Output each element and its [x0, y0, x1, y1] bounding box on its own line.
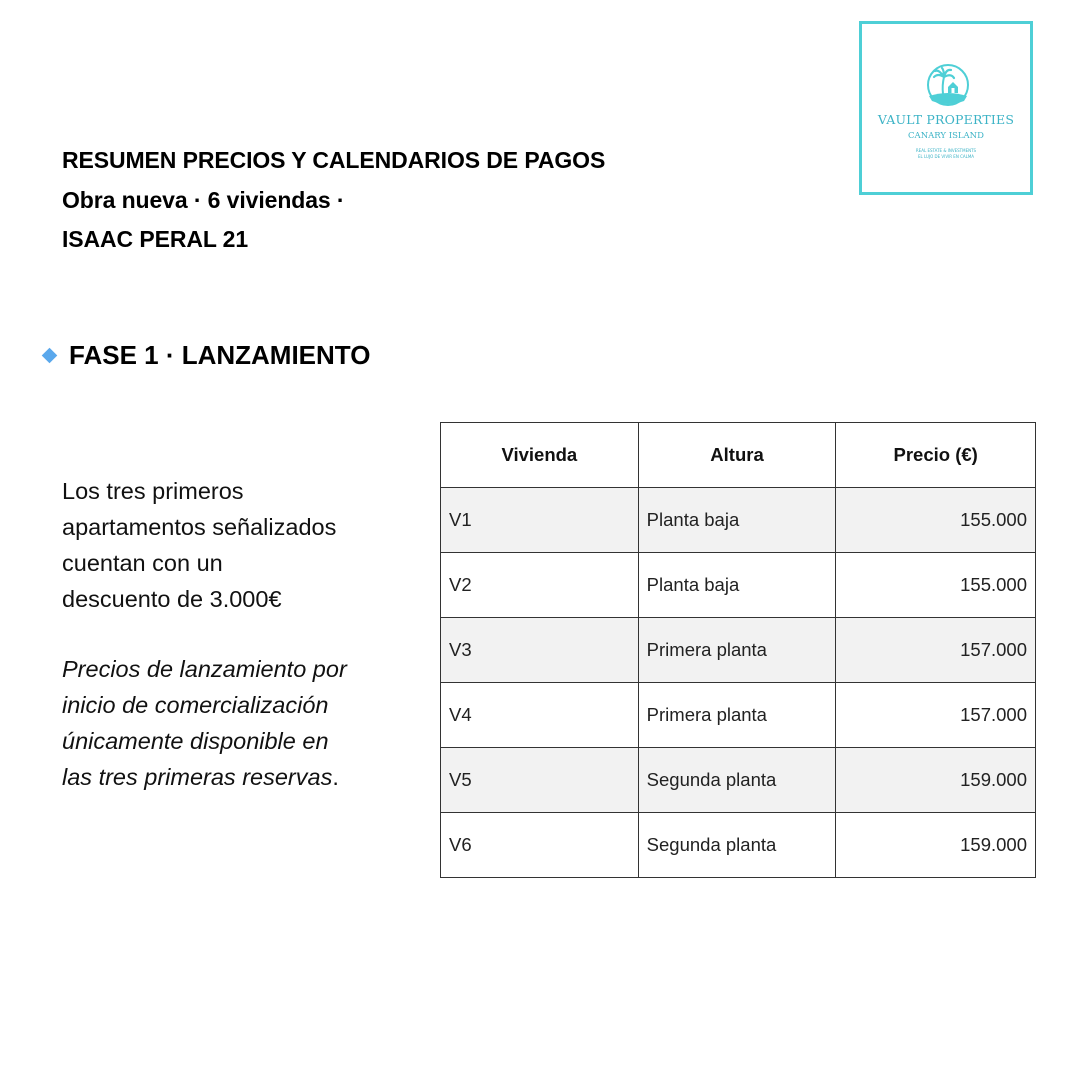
- description-line: descuento de 3.000€: [62, 586, 282, 612]
- cell-vivienda: V6: [441, 813, 639, 878]
- phase-heading: [40, 340, 370, 371]
- cell-vivienda: V2: [441, 553, 639, 618]
- table-row: [441, 813, 1036, 878]
- cell-precio: 157.000: [836, 683, 1036, 748]
- cell-precio: 159.000: [836, 748, 1036, 813]
- cell-altura: Segunda planta: [638, 748, 836, 813]
- table-row: [441, 683, 1036, 748]
- discount-description: [62, 473, 402, 617]
- logo-subtitle: CANARY ISLAND: [908, 131, 984, 141]
- note-line: inicio de comercialización: [62, 692, 329, 718]
- cell-vivienda: V4: [441, 683, 639, 748]
- cell-altura: Primera planta: [638, 618, 836, 683]
- table-row: [441, 553, 1036, 618]
- title-line: RESUMEN PRECIOS Y CALENDARIOS DE PAGOS: [62, 147, 606, 173]
- address-line: ISAAC PERAL 21: [62, 226, 249, 252]
- table-row: [441, 488, 1036, 553]
- cell-altura: Primera planta: [638, 683, 836, 748]
- cell-altura: Planta baja: [638, 553, 836, 618]
- cell-precio: 157.000: [836, 618, 1036, 683]
- note-text: las tres primeras reservas: [62, 764, 333, 790]
- header-vivienda: Vivienda: [441, 423, 639, 488]
- cell-vivienda: V3: [441, 618, 639, 683]
- price-table: [440, 422, 1036, 878]
- subtitle-line: Obra nueva · 6 viviendas ·: [62, 186, 345, 213]
- description-line: Los tres primeros: [62, 478, 244, 504]
- note-line: únicamente disponible en: [62, 728, 329, 754]
- company-logo: [859, 21, 1033, 195]
- note-line: Precios de lanzamiento por: [62, 656, 347, 682]
- cell-precio: 155.000: [836, 553, 1036, 618]
- cell-altura: Segunda planta: [638, 813, 836, 878]
- cell-precio: 155.000: [836, 488, 1036, 553]
- cell-precio: 159.000: [836, 813, 1036, 878]
- logo-tagline: REAL ESTATE & INVESTMENTS: [915, 148, 977, 153]
- logo-name: VAULT PROPERTIES: [877, 112, 1015, 127]
- header-altura: Altura: [638, 423, 836, 488]
- diamond-bullet-icon: [42, 348, 58, 364]
- description-line: cuentan con un: [62, 550, 223, 576]
- table-row: [441, 618, 1036, 683]
- table-row: [441, 748, 1036, 813]
- header-precio: Precio (€): [836, 423, 1036, 488]
- logo-tagline: EL LUJO DE VIVIR EN CALMA: [917, 154, 975, 159]
- note-period: .: [332, 764, 339, 790]
- table-header-row: [441, 423, 1036, 488]
- cell-altura: Planta baja: [638, 488, 836, 553]
- description-line: apartamentos señalizados: [62, 514, 337, 540]
- page-title: [62, 141, 605, 260]
- note-line: [62, 759, 402, 795]
- phase-label: FASE 1 · LANZAMIENTO: [69, 340, 371, 370]
- launch-price-note: [62, 651, 402, 795]
- palm-house-icon: [926, 63, 970, 107]
- cell-vivienda: V1: [441, 488, 639, 553]
- cell-vivienda: V5: [441, 748, 639, 813]
